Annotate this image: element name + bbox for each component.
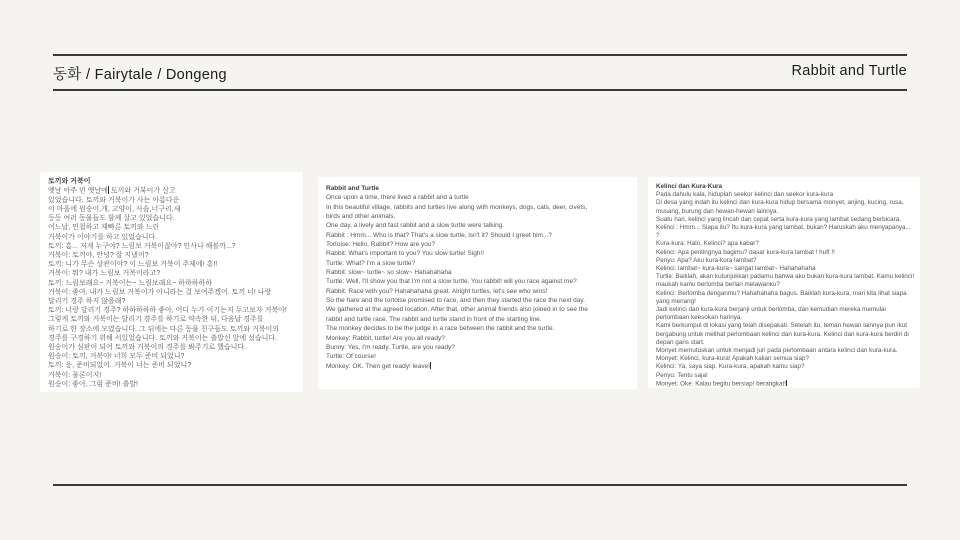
text-line: Rabbit: What's important to you? You slow turtle! Sigh!! xyxy=(326,250,485,258)
text-line: musang, burung dan hewan-hewan lainnya. xyxy=(656,207,779,215)
text-line: depan garis start. xyxy=(656,338,705,346)
text-line: Kelinci: Ya, saya siap. Kura-kura, apakah kamu siap? xyxy=(656,363,805,371)
text-cursor xyxy=(430,362,431,369)
korean-story-text-box[interactable] xyxy=(40,172,303,392)
text-line: 이 마을에 원숭이,개, 고양이, 사슴,너구리,새 xyxy=(48,205,181,213)
text-line: 토끼: 니가 무슨 상관이야? 이 느림보 거북이 주제에! 흥!! xyxy=(48,261,218,269)
text-line: Kelinci: Apa pentingnya bagimu? dasar kura-kura lambat ! huft !! xyxy=(656,248,835,256)
indonesian-story-lines xyxy=(656,191,915,388)
text-line: Turtle: Of course! xyxy=(326,353,376,361)
indonesian-story-title: Kelinci dan Kura-Kura xyxy=(656,183,723,190)
text-line: perlombaan keesokan harinya. xyxy=(656,314,743,322)
text-line: Kelinci: Berlomba denganmu? Hahahahaha bagus. Baiklah kura-kura, mari kita lihat siapa xyxy=(656,289,907,297)
text-line: Tortoise: Hello, Rabbit? How are you? xyxy=(326,241,436,249)
text-line: Monkey: Rabbit, turtle! Are you all ready? xyxy=(326,334,445,342)
text-line: 거북이: 좋아, 내가 느림보 거북이가 아니라는 걸 보여주겠어. 토끼 너! 나랑 xyxy=(48,288,272,296)
text-line: Rabbit: slow~ turtle~ so slow~ Hahahahaha xyxy=(326,269,452,277)
text-line: maukah kamu berlomba berlari melawanku? xyxy=(656,281,780,289)
text-line: 어느날, 민첩하고 재빠른 토끼와 느린 xyxy=(48,224,160,232)
text-line: 경주를 구경하기 위해 서있었습니다. 토끼와 거북이는 출발선 앞에 섰습니다. xyxy=(48,334,278,342)
text-line: 거북이: 물론이지! xyxy=(48,371,102,379)
text-line: 원숭이: 토끼, 거북아! 너희 모두 준비 되었니? xyxy=(48,353,185,361)
page-title: Rabbit and Turtle xyxy=(791,63,907,79)
text-line: Pada dahulu kala, hiduplah seekor kelinci dan seekor kura-kura xyxy=(656,191,834,199)
text-line: Di desa yang indah itu kelinci dan kura-kura hidup bersama monyet, anjing, kucing, rusa, xyxy=(656,199,904,207)
text-line: We gathered at the agreed location. After that, other animal friends also joined in to see the xyxy=(326,306,588,314)
text-line: 그렇게 토끼와 거북이는 달리기 경주를 하기로 약속한 뒤, 다음날 경주를 xyxy=(48,316,264,324)
text-line: 옛날 아주 먼 옛날에 토끼와 거북이가 살고 xyxy=(48,187,176,195)
text-line: 달리기 경주 하지 않을래? xyxy=(48,297,126,305)
text-line: 토끼: 너랑 달리기 경주? 하하하하하 좋아, 어디 누가 이기는지 두고보자 거북아! xyxy=(48,307,287,315)
text-line: Kelinci: lambat~ kura-kura~ sangat lambat~ Hahahahaha xyxy=(656,265,816,273)
text-line: Kami berkumpul di lokasi yang telah disepakati. Setelah itu, teman hewan lainnya pun ikut xyxy=(656,322,907,330)
text-line: Rabbit : Hmm... Who is that? That's a slow turtle, isn't it? Should I greet him...? xyxy=(326,231,552,239)
footer-rule xyxy=(53,484,907,486)
text-line: 거북이: 토끼야, 안녕? 잘 지냈어? xyxy=(48,251,149,259)
text-line: Monyet memutuskan untuk menjadi juri pada perlombaan antara kelinci dan kura-kura. xyxy=(656,347,898,355)
text-line: bergabung untuk melihat perlombaan kelinci dan kura-kura. Kelinci dan kura-kura berdiri di xyxy=(656,330,909,338)
text-cursor xyxy=(786,380,787,387)
text-line: rabbit and turtle race. The rabbit and turtle stand in front of the starting line. xyxy=(326,315,542,323)
text-line: One day, a lively and fast rabbit and a slow turtle were talking. xyxy=(326,222,505,230)
text-line: Jadi kelinci dan kura-kura berjanji untuk berlomba, dan kemudian mereka memulai xyxy=(656,306,886,314)
text-line: 있었습니다. 토끼와 거북이가 사는 아름다운 xyxy=(48,196,180,204)
text-line: 거북이가 이야기를 하고 있었습니다. xyxy=(48,233,158,241)
english-story-lines xyxy=(326,193,629,371)
text-line: 토끼: 응, 준비되었어. 거북이 너는 준비 되었니? xyxy=(48,362,192,370)
text-line: Penyu: Tentu saja! xyxy=(656,371,708,379)
text-line: Monyet: Kelinci, kura-kura! Apakah kalian semua siap? xyxy=(656,355,809,363)
text-line: 토끼: 흠... 저게 누구야? 느림보 거북이잖아? 인사나 해볼까...? xyxy=(48,242,236,250)
text-line: Kelinci : Hmm... Siapa itu? Itu kura-kura yang lambat, bukan? Haruskah aku menyapanya... xyxy=(656,224,911,232)
text-line: Monyet: Oke. Kalau begitu bersiap! berangkat! xyxy=(656,380,786,388)
text-line: Kura-kura: Halo, Kelinci? apa kabar? xyxy=(656,240,759,248)
text-line: The monkey decides to be the judge in a race between the rabbit and the turtle. xyxy=(326,325,555,333)
text-line: ? xyxy=(656,232,660,240)
header-top-rule xyxy=(53,54,907,56)
text-line: 토끼: 느림보래요~ 거북이는~ 느림보래요~ 하하하하하 xyxy=(48,279,212,287)
text-line: yang menang! xyxy=(656,297,696,305)
text-line: birds and other animals. xyxy=(326,213,396,221)
text-line: Turtle: Well, I'll show you that I'm not a slow turtle. You rabbit! will you race against me? xyxy=(326,278,577,286)
text-line: 하기로 한 장소에 모였습니다. 그 뒤에는 다른 동물 친구들도 토끼와 거북이의 xyxy=(48,325,280,333)
english-story-text-box[interactable] xyxy=(318,177,637,389)
text-line: Turtle: Baiklah, akan kutunjukkan padamu bahwa aku bukan kura-kura lambat. Kamu kelinci! xyxy=(656,273,915,281)
text-line: 거북이: 뭐? 내가 느림보 거북이라고? xyxy=(48,270,161,278)
text-line: Monkey: OK. Then get ready! leave! xyxy=(326,362,430,370)
page-subtitle: 동화 / Fairytale / Dongeng xyxy=(53,67,227,83)
text-line: 원숭이가 심판이 되어 토끼와 거북이의 경주를 봐주기로 했습니다. xyxy=(48,343,247,351)
text-line: Penyu: Apa? Aku kura-kura lambat? xyxy=(656,256,757,264)
text-line: Turtle: What? I'm a slow turtle? xyxy=(326,259,416,267)
text-line: Rabbit: Race with you? Hahahahaha great. Alright turtles, let's see who wins! xyxy=(326,287,548,295)
text-line: In this beautiful village, rabbits and turtles live along with monkeys, dogs, cats, deer, civets, xyxy=(326,203,588,211)
text-line: So the hare and the tortoise promised to race, and then they started the race the next day. xyxy=(326,297,585,305)
text-line: Suatu hari, kelinci yang lincah dan cepat serta kura-kura yang lambat sedang berbicara. xyxy=(656,215,902,223)
text-line: 등등 여러 동물들도 함께 살고 있었습니다. xyxy=(48,215,175,223)
korean-story-title: 토끼와 거북이 xyxy=(48,178,91,185)
english-story-title: Rabbit and Turtle xyxy=(326,185,379,192)
korean-story-lines xyxy=(48,186,295,389)
indonesian-story-text-box[interactable] xyxy=(648,177,920,388)
text-cursor xyxy=(108,186,109,193)
text-line: Bunny: Yes, I'm ready. Turtle, are you ready? xyxy=(326,343,456,351)
text-line: 원숭이: 좋아, 그럼 준비! 출발! xyxy=(48,380,138,388)
header-bottom-rule xyxy=(53,89,907,91)
text-line: Once upon a time, there lived a rabbit and a turtle xyxy=(326,194,469,202)
